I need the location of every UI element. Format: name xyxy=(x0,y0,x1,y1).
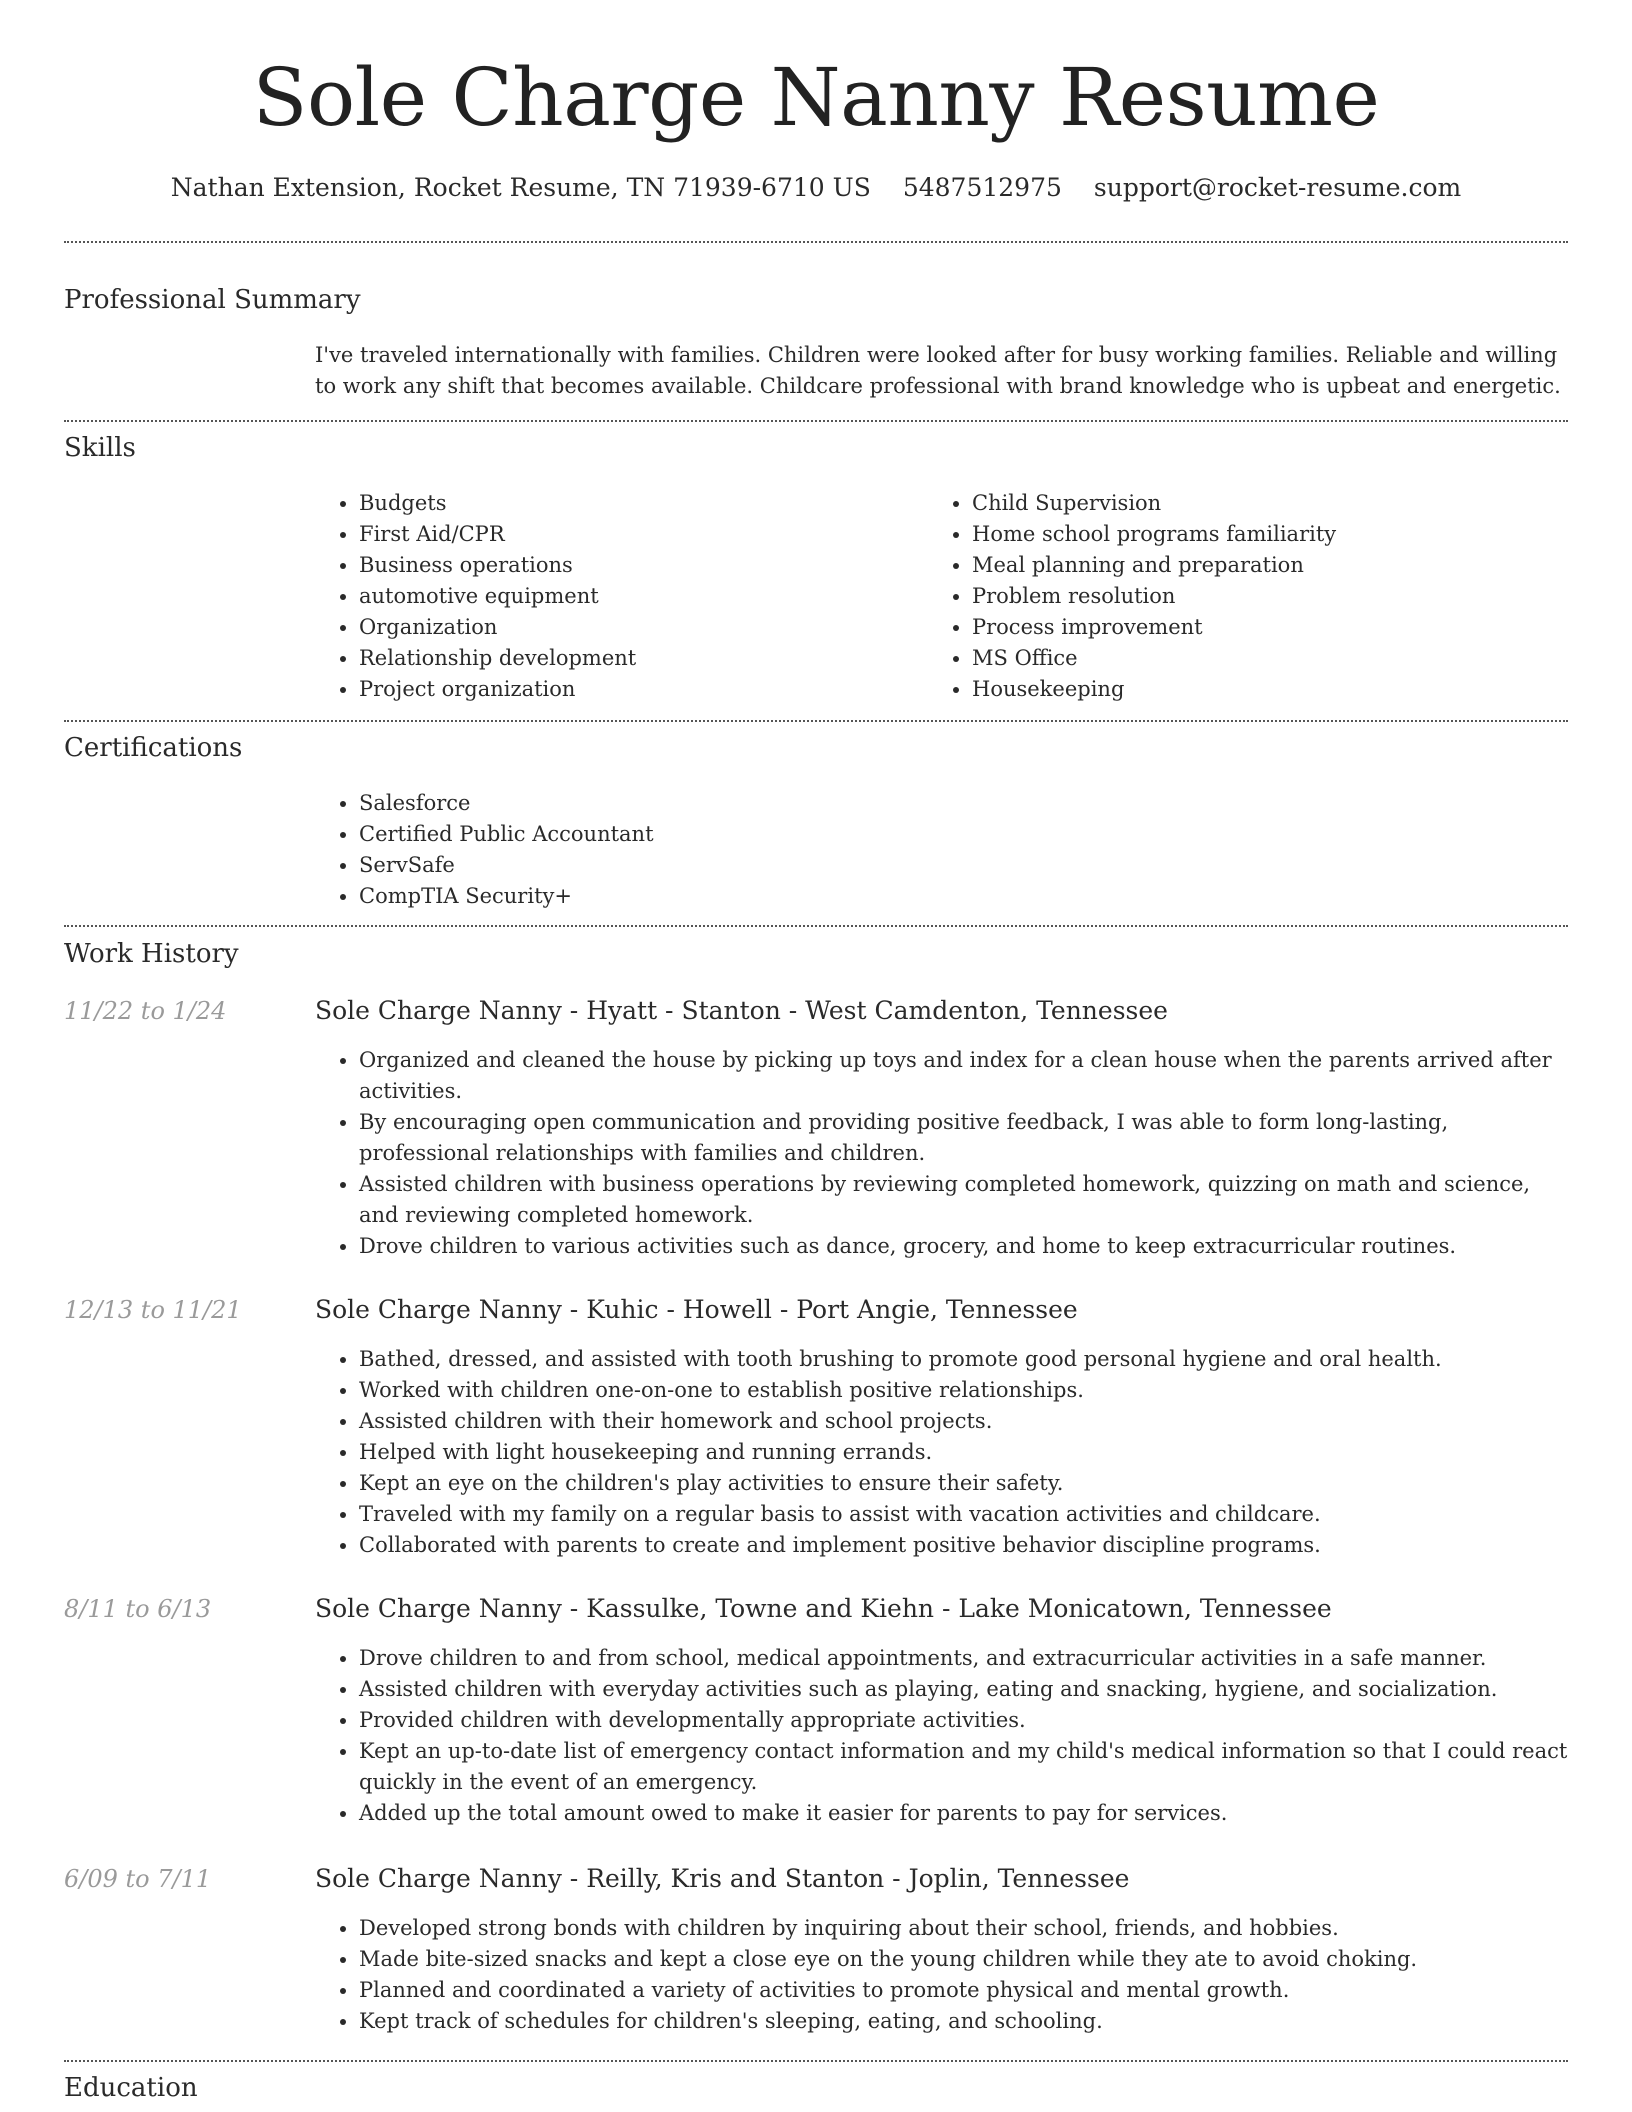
certification-item: • CompTIA Security+ xyxy=(359,881,1559,912)
skill-item: • Business operations xyxy=(359,550,919,581)
skill-item: • Process improvement xyxy=(972,612,1592,643)
job-bullet: • Organized and cleaned the house by picking up toys and index for a clean house when the parents arrived after activities. xyxy=(359,1045,1568,1107)
job-bullet: • Planned and coordinated a variety of activities to promote physical and mental growth. xyxy=(359,1975,1568,2006)
section-divider xyxy=(64,420,1568,422)
job-bullet: • Assisted children with business operations by reviewing completed homework, quizzing on math and science, and reviewing completed homework. xyxy=(359,1169,1568,1231)
job-bullet: • Made bite-sized snacks and kept a close eye on the young children while they ate to avoid choking. xyxy=(359,1944,1568,1975)
skill-item: • automotive equipment xyxy=(359,581,919,612)
job-bullet: • Collaborated with parents to create and implement positive behavior discipline programs. xyxy=(359,1530,1568,1561)
skill-item: • Home school programs familiarity xyxy=(972,519,1592,550)
summary-text: I've traveled internationally with families. Children were looked after for busy working families. Reliable and willing to work any shift that becomes available. Childcare professional with brand knowledge who is upbeat and energetic. xyxy=(315,343,1561,398)
certification-item: • ServSafe xyxy=(359,850,1559,881)
section-divider xyxy=(64,2060,1568,2062)
job-bullet: • Added up the total amount owed to make it easier for parents to pay for services. xyxy=(359,1798,1568,1829)
job-bullets xyxy=(315,1045,1568,1262)
job-title: Sole Charge Nanny - Hyatt - Stanton - West Camdenton, Tennessee xyxy=(315,996,1168,1025)
job-title: Sole Charge Nanny - Reilly, Kris and Stanton - Joplin, Tennessee xyxy=(315,1864,1130,1893)
job-bullets xyxy=(315,1643,1568,1829)
skills-heading: Skills xyxy=(64,433,136,463)
skills-list-left xyxy=(315,488,919,705)
section-divider xyxy=(64,925,1568,927)
skill-item: • Meal planning and preparation xyxy=(972,550,1592,581)
certifications-list xyxy=(315,788,1559,912)
section-divider xyxy=(64,241,1568,243)
certification-item: • Certified Public Accountant xyxy=(359,819,1559,850)
skill-item: • Housekeeping xyxy=(972,674,1592,705)
job-bullet: • Assisted children with their homework and school projects. xyxy=(359,1406,1568,1437)
work-history-heading: Work History xyxy=(64,939,239,969)
skill-item: • Problem resolution xyxy=(972,581,1592,612)
job-bullet: • Kept track of schedules for children's sleeping, eating, and schooling. xyxy=(359,2006,1568,2037)
job-dates: 11/22 to 1/24 xyxy=(64,997,227,1025)
job-bullet: • By encouraging open communication and providing positive feedback, I was able to form long-lasting, professional relationships with families and children. xyxy=(359,1107,1568,1169)
job-bullet: • Kept an eye on the children's play activities to ensure their safety. xyxy=(359,1468,1568,1499)
certifications-heading: Certifications xyxy=(64,733,243,763)
job-bullet: • Assisted children with everyday activities such as playing, eating and snacking, hygiene, and socialization. xyxy=(359,1674,1568,1705)
email: support@rocket-resume.com xyxy=(1093,173,1462,202)
section-divider xyxy=(64,720,1568,722)
job-bullet: • Drove children to various activities such as dance, grocery, and home to keep extracurricular routines. xyxy=(359,1231,1568,1262)
job-bullets xyxy=(315,1344,1568,1561)
job-bullet: • Drove children to and from school, medical appointments, and extracurricular activities in a safe manner. xyxy=(359,1643,1568,1674)
skill-item: • Project organization xyxy=(359,674,919,705)
job-bullet: • Helped with light housekeeping and running errands. xyxy=(359,1437,1568,1468)
job-title: Sole Charge Nanny - Kassulke, Towne and Kiehn - Lake Monicatown, Tennessee xyxy=(315,1594,1332,1623)
job-dates: 12/13 to 11/21 xyxy=(64,1296,242,1324)
address: Nathan Extension, Rocket Resume, TN 71939-6710 US xyxy=(170,173,871,202)
job-bullet: • Bathed, dressed, and assisted with tooth brushing to promote good personal hygiene and oral health. xyxy=(359,1344,1568,1375)
contact-line xyxy=(0,170,1632,206)
job-bullet: • Developed strong bonds with children by inquiring about their school, friends, and hobbies. xyxy=(359,1913,1568,1944)
skills-list-right xyxy=(928,488,1592,705)
job-bullet: • Kept an up-to-date list of emergency contact information and my child's medical information so that I could react quickly in the event of an emergency. xyxy=(359,1736,1568,1798)
job-dates: 6/09 to 7/11 xyxy=(64,1865,212,1893)
job-bullet: • Provided children with developmentally appropriate activities. xyxy=(359,1705,1568,1736)
phone: 5487512975 xyxy=(902,173,1062,202)
skill-item: • First Aid/CPR xyxy=(359,519,919,550)
skill-item: • Budgets xyxy=(359,488,919,519)
job-bullets xyxy=(315,1913,1568,2037)
skill-item: • MS Office xyxy=(972,643,1592,674)
job-dates: 8/11 to 6/13 xyxy=(64,1595,212,1623)
skill-item: • Organization xyxy=(359,612,919,643)
job-bullet: • Worked with children one-on-one to establish positive relationships. xyxy=(359,1375,1568,1406)
job-title: Sole Charge Nanny - Kuhic - Howell - Port Angie, Tennessee xyxy=(315,1295,1078,1324)
job-bullet: • Traveled with my family on a regular basis to assist with vacation activities and childcare. xyxy=(359,1499,1568,1530)
skill-item: • Relationship development xyxy=(359,643,919,674)
education-heading: Education xyxy=(64,2073,198,2103)
skill-item: • Child Supervision xyxy=(972,488,1592,519)
resume-title: Sole Charge Nanny Resume xyxy=(252,51,1380,144)
summary-heading: Professional Summary xyxy=(64,285,361,315)
certification-item: • Salesforce xyxy=(359,788,1559,819)
